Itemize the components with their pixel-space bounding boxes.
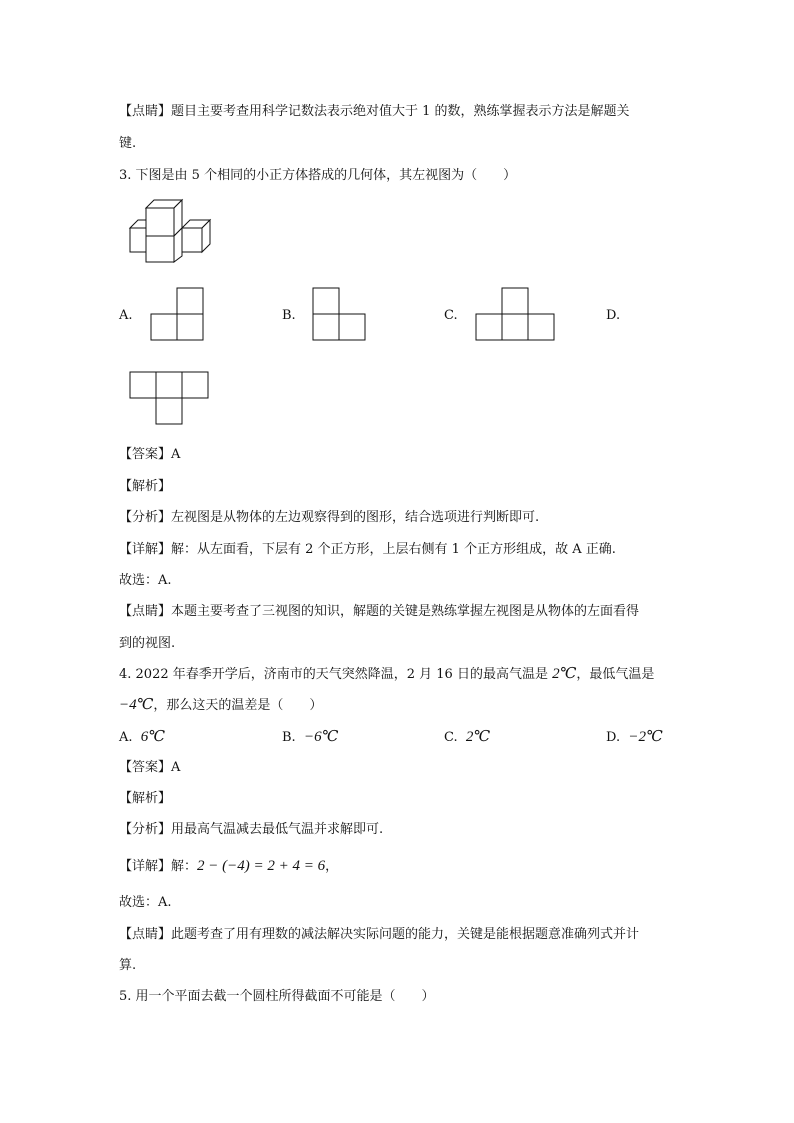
q3-answer: 【答案】A xyxy=(119,447,181,462)
q4-line1-text: 4. 2022 年春季开学后，济南市的天气突然降温，2 月 16 日的最高气温是 xyxy=(119,667,553,682)
q4-high-temp: 2℃ xyxy=(552,666,577,682)
dianjing-line-1: 【点睛】题目主要考查用科学记数法表示绝对值大于 1 的数，熟练掌握表示方法是解题关 xyxy=(119,104,630,119)
q3-option-c-figure xyxy=(476,288,556,342)
q3-option-d-figure xyxy=(130,372,210,426)
q4-line1-tail: ，最低气温是 xyxy=(576,667,655,682)
q4-line2-text: ，那么这天的温差是（ ） xyxy=(153,698,323,713)
question-4-line-2 xyxy=(119,695,322,716)
q4-option-c xyxy=(444,727,490,748)
q4-xiangjie-equation: 2 − (−4) = 2 + 4 = 6 xyxy=(197,858,326,874)
q3-dianjing-1: 【点睛】本题主要考查了三视图的知识，解题的关键是熟练掌握左视图是从物体的左面看得 xyxy=(119,604,640,619)
q3-option-b-figure xyxy=(313,288,367,342)
q3-solid-figure xyxy=(128,200,220,264)
q3-option-a-figure xyxy=(151,288,205,342)
q4-option-d-value: −2℃ xyxy=(628,729,663,745)
q4-answer: 【答案】A xyxy=(119,760,181,775)
q4-option-b-value: −6℃ xyxy=(303,729,339,745)
q4-option-d-label: D. xyxy=(606,730,621,745)
q4-analysis-heading: 【解析】 xyxy=(119,791,172,806)
q4-option-c-value: 2℃ xyxy=(465,729,491,745)
q3-xiangjie: 【详解】解：从左面看，下层有 2 个正方形，上层右侧有 1 个正方形组成，故 A 正确. xyxy=(119,542,616,557)
q3-dianjing-2: 到的视图. xyxy=(119,636,176,651)
q4-dianjing-2: 算. xyxy=(119,958,137,973)
q4-option-a-label: A. xyxy=(119,730,133,745)
q4-option-c-label: C. xyxy=(444,730,458,745)
q4-low-temp: −4℃ xyxy=(119,697,154,713)
q4-option-d xyxy=(606,727,663,748)
q3-fenxi: 【分析】左视图是从物体的左边观察得到的图形，结合选项进行判断即可. xyxy=(119,510,540,525)
q4-option-a-value: 6℃ xyxy=(140,729,166,745)
q4-option-a xyxy=(119,727,165,748)
question-5: 5. 用一个平面去截一个圆柱所得截面不可能是（ ） xyxy=(119,989,435,1004)
q4-xiangjie-tail: ， xyxy=(325,859,339,874)
q3-option-a-label: A. xyxy=(119,308,133,323)
q3-option-b-label: B. xyxy=(282,308,296,323)
question-4-line-1 xyxy=(119,664,654,685)
q4-fenxi: 【分析】用最高气温减去最低气温并求解即可. xyxy=(119,822,384,837)
q4-dianjing-1: 【点睛】此题考查了用有理数的减法解决实际问题的能力，关键是能根据题意准确列式并计 xyxy=(119,927,640,942)
q4-xiangjie xyxy=(119,856,338,877)
q4-guxuan: 故选：A. xyxy=(119,895,172,910)
question-3: 3. 下图是由 5 个相同的小正方体搭成的几何体，其左视图为（ ） xyxy=(119,168,517,183)
q4-option-b-label: B. xyxy=(282,730,296,745)
q3-option-c-label: C. xyxy=(444,308,458,323)
q4-xiangjie-prefix: 【详解】解： xyxy=(119,859,198,874)
q4-option-b xyxy=(282,727,338,748)
q3-option-d-label: D. xyxy=(606,308,621,323)
q3-guxuan: 故选：A. xyxy=(119,573,172,588)
q3-analysis-heading: 【解析】 xyxy=(119,479,172,494)
dianjing-line-2: 键. xyxy=(119,136,137,151)
